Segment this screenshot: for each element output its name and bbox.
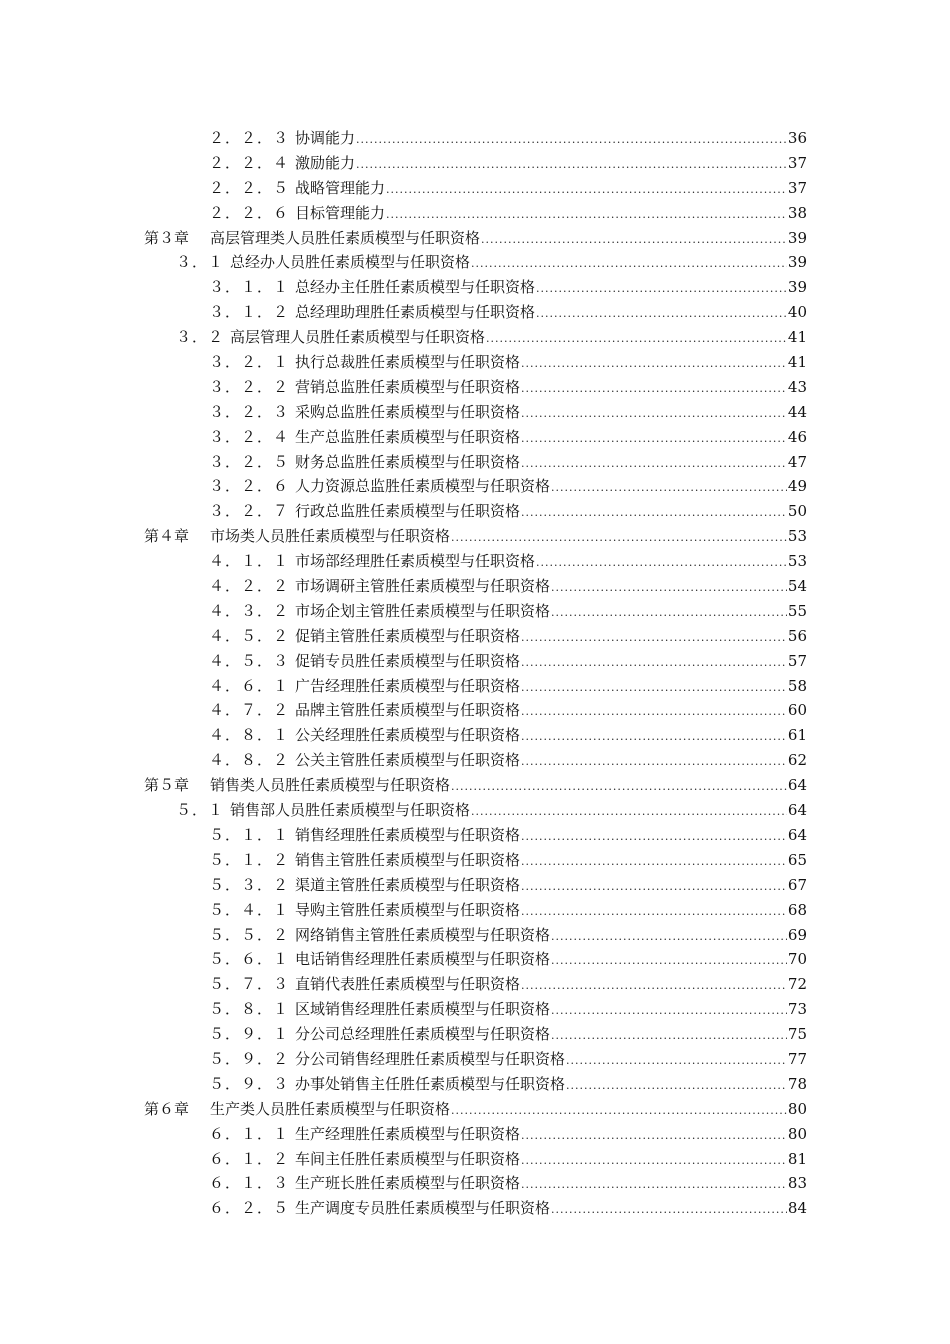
toc-entry-page-number: 58 bbox=[787, 676, 807, 695]
toc-entry-number: ３．２．４ bbox=[209, 427, 290, 446]
toc-leader-dots bbox=[521, 626, 787, 651]
toc-entry[interactable] bbox=[0, 798, 950, 823]
toc-entry[interactable] bbox=[0, 674, 950, 699]
toc-entry-page-number: 39 bbox=[787, 228, 807, 247]
toc-entry[interactable] bbox=[0, 1122, 950, 1147]
toc-entry-page-number: 70 bbox=[787, 950, 807, 969]
toc-entry-page-number: 73 bbox=[787, 1000, 807, 1019]
toc-entry-title: 总经办人员胜任素质模型与任职资格 bbox=[230, 253, 471, 272]
toc-leader-dots bbox=[451, 526, 787, 551]
toc-entry[interactable] bbox=[0, 997, 950, 1022]
toc-entry-title: 执行总裁胜任素质模型与任职资格 bbox=[295, 353, 521, 372]
toc-leader-dots bbox=[386, 203, 787, 228]
toc-entry-number: ５．１ bbox=[176, 801, 225, 820]
toc-entry[interactable] bbox=[0, 947, 950, 972]
toc-entry-number: ３．２．５ bbox=[209, 452, 290, 471]
toc-entry-page-number: 77 bbox=[787, 1049, 807, 1068]
toc-entry-page-number: 41 bbox=[787, 353, 807, 372]
toc-leader-dots bbox=[551, 601, 787, 626]
toc-entry-page-number: 43 bbox=[787, 377, 807, 396]
toc-entry-number: 第６章 bbox=[144, 1099, 190, 1118]
toc-entry[interactable] bbox=[0, 823, 950, 848]
toc-entry-page-number: 53 bbox=[787, 527, 807, 546]
toc-entry-page-number: 62 bbox=[787, 751, 807, 770]
toc-leader-dots bbox=[536, 277, 787, 302]
toc-entry[interactable] bbox=[0, 450, 950, 475]
toc-leader-dots bbox=[551, 925, 787, 950]
toc-entry-page-number: 80 bbox=[787, 1124, 807, 1143]
toc-leader-dots bbox=[521, 875, 787, 900]
toc-leader-dots bbox=[521, 1173, 787, 1198]
toc-entry[interactable] bbox=[0, 1072, 950, 1097]
toc-leader-dots bbox=[521, 700, 787, 725]
toc-entry-number: ３．１．２ bbox=[209, 303, 290, 322]
toc-entry-page-number: 64 bbox=[787, 825, 807, 844]
toc-entry-title: 销售经理胜任素质模型与任职资格 bbox=[295, 825, 521, 844]
toc-entry-number: ４．６．１ bbox=[209, 676, 290, 695]
toc-entry-number: ５．９．２ bbox=[209, 1049, 290, 1068]
toc-entry[interactable] bbox=[0, 1171, 950, 1196]
toc-entry-page-number: 75 bbox=[787, 1025, 807, 1044]
toc-entry-number: ３．１ bbox=[176, 253, 225, 272]
toc-entry[interactable] bbox=[0, 425, 950, 450]
toc-entry-title: 区域销售经理胜任素质模型与任职资格 bbox=[295, 1000, 551, 1019]
toc-entry-page-number: 54 bbox=[787, 577, 807, 596]
toc-entry-title: 总经办主任胜任素质模型与任职资格 bbox=[295, 278, 536, 297]
toc-entry-title: 人力资源总监胜任素质模型与任职资格 bbox=[295, 477, 551, 496]
toc-entry-page-number: 72 bbox=[787, 975, 807, 994]
toc-entry-title: 分公司销售经理胜任素质模型与任职资格 bbox=[295, 1049, 566, 1068]
toc-entry-number: ５．９．１ bbox=[209, 1025, 290, 1044]
toc-entry-number: ３．２．２ bbox=[209, 377, 290, 396]
toc-entry-page-number: 84 bbox=[787, 1199, 807, 1218]
toc-entry-page-number: 69 bbox=[787, 925, 807, 944]
toc-entry-number: ２．２．５ bbox=[209, 178, 290, 197]
toc-entry-number: ３．２．１ bbox=[209, 353, 290, 372]
toc-entry-title: 生产班长胜任素质模型与任职资格 bbox=[295, 1174, 521, 1193]
toc-entry[interactable] bbox=[0, 1022, 950, 1047]
toc-entry-title: 市场部经理胜任素质模型与任职资格 bbox=[295, 552, 536, 571]
toc-entry-title: 公关主管胜任素质模型与任职资格 bbox=[295, 751, 521, 770]
toc-entry-page-number: 36 bbox=[787, 129, 807, 147]
toc-entry-title: 导购主管胜任素质模型与任职资格 bbox=[295, 900, 521, 919]
toc-entry-number: ４．５．２ bbox=[209, 626, 290, 645]
toc-entry[interactable] bbox=[0, 649, 950, 674]
toc-leader-dots bbox=[521, 352, 787, 377]
toc-entry[interactable] bbox=[0, 923, 950, 948]
toc-entry[interactable] bbox=[0, 300, 950, 325]
toc-entry-title: 公关经理胜任素质模型与任职资格 bbox=[295, 726, 521, 745]
toc-leader-dots bbox=[536, 302, 787, 327]
toc-entry[interactable] bbox=[0, 375, 950, 400]
toc-leader-dots bbox=[481, 228, 787, 253]
toc-entry-page-number: 61 bbox=[787, 726, 807, 745]
toc-entry[interactable] bbox=[0, 325, 950, 350]
toc-entry-title: 营销总监胜任素质模型与任职资格 bbox=[295, 377, 521, 396]
toc-leader-dots bbox=[551, 1024, 787, 1049]
toc-leader-dots bbox=[521, 1149, 787, 1174]
toc-entry[interactable] bbox=[0, 176, 950, 201]
toc-entry-title: 销售类人员胜任素质模型与任职资格 bbox=[210, 776, 451, 795]
toc-entry-page-number: 57 bbox=[787, 651, 807, 670]
toc-entry[interactable] bbox=[0, 275, 950, 300]
toc-entry-page-number: 60 bbox=[787, 701, 807, 720]
toc-entry-page-number: 64 bbox=[787, 776, 807, 795]
toc-entry-page-number: 46 bbox=[787, 427, 807, 446]
toc-entry-number: ４．８．１ bbox=[209, 726, 290, 745]
toc-entry-page-number: 49 bbox=[787, 477, 807, 496]
toc-leader-dots bbox=[356, 153, 787, 178]
toc-entry-number: ５．５．２ bbox=[209, 925, 290, 944]
toc-entry-page-number: 64 bbox=[787, 801, 807, 820]
toc-entry[interactable] bbox=[0, 599, 950, 624]
toc-entry-page-number: 40 bbox=[787, 303, 807, 322]
toc-entry[interactable] bbox=[0, 972, 950, 997]
toc-entry-title: 协调能力 bbox=[295, 129, 356, 147]
toc-entry-title: 广告经理胜任素质模型与任职资格 bbox=[295, 676, 521, 695]
toc-entry-title: 电话销售经理胜任素质模型与任职资格 bbox=[295, 950, 551, 969]
toc-entry[interactable] bbox=[0, 848, 950, 873]
toc-entry-title: 销售主管胜任素质模型与任职资格 bbox=[295, 850, 521, 869]
toc-entry-title: 生产类人员胜任素质模型与任职资格 bbox=[210, 1099, 451, 1118]
toc-entry[interactable] bbox=[0, 1196, 950, 1221]
toc-entry-title: 总经理助理胜任素质模型与任职资格 bbox=[295, 303, 536, 322]
toc-entry-number: ４．８．２ bbox=[209, 751, 290, 770]
toc-entry-page-number: 78 bbox=[787, 1074, 807, 1093]
toc-entry-number: ５．４．１ bbox=[209, 900, 290, 919]
toc-entry[interactable] bbox=[0, 873, 950, 898]
toc-entry-title: 高层管理人员胜任素质模型与任职资格 bbox=[230, 328, 486, 347]
toc-entry-number: ４．２．２ bbox=[209, 577, 290, 596]
toc-entry-number: ３．２．７ bbox=[209, 502, 290, 521]
toc-entry-number: ２．２．３ bbox=[209, 129, 290, 147]
toc-entry-number: ５．７．３ bbox=[209, 975, 290, 994]
toc-leader-dots bbox=[521, 676, 787, 701]
toc-entry-title: 市场调研主管胜任素质模型与任职资格 bbox=[295, 577, 551, 596]
toc-entry-page-number: 47 bbox=[787, 452, 807, 471]
toc-entry-page-number: 80 bbox=[787, 1099, 807, 1118]
toc-leader-dots bbox=[521, 427, 787, 452]
toc-leader-dots bbox=[551, 1198, 787, 1223]
toc-entry-page-number: 56 bbox=[787, 626, 807, 645]
toc-entry-number: ６．１．３ bbox=[209, 1174, 290, 1193]
toc-entry-page-number: 53 bbox=[787, 552, 807, 571]
table-of-contents bbox=[0, 126, 950, 1221]
toc-leader-dots bbox=[521, 377, 787, 402]
toc-leader-dots bbox=[521, 651, 787, 676]
toc-leader-dots bbox=[521, 825, 787, 850]
toc-entry-number: ６．１．１ bbox=[209, 1124, 290, 1143]
toc-entry-title: 生产调度专员胜任素质模型与任职资格 bbox=[295, 1199, 551, 1218]
toc-entry-title: 生产总监胜任素质模型与任职资格 bbox=[295, 427, 521, 446]
toc-entry-page-number: 68 bbox=[787, 900, 807, 919]
toc-entry-title: 市场类人员胜任素质模型与任职资格 bbox=[210, 527, 451, 546]
toc-entry-number: ２．２．４ bbox=[209, 153, 290, 172]
toc-entry[interactable] bbox=[0, 400, 950, 425]
toc-entry-number: ６．２．５ bbox=[209, 1199, 290, 1218]
toc-entry-title: 财务总监胜任素质模型与任职资格 bbox=[295, 452, 521, 471]
toc-entry[interactable] bbox=[0, 698, 950, 723]
toc-entry-title: 激励能力 bbox=[295, 153, 356, 172]
toc-entry[interactable] bbox=[0, 723, 950, 748]
toc-entry-page-number: 65 bbox=[787, 850, 807, 869]
toc-entry-page-number: 50 bbox=[787, 502, 807, 521]
toc-entry-title: 品牌主管胜任素质模型与任职资格 bbox=[295, 701, 521, 720]
toc-entry-number: ３．２．３ bbox=[209, 402, 290, 421]
toc-entry-title: 分公司总经理胜任素质模型与任职资格 bbox=[295, 1025, 551, 1044]
toc-entry[interactable] bbox=[0, 1097, 950, 1122]
toc-entry-title: 直销代表胜任素质模型与任职资格 bbox=[295, 975, 521, 994]
toc-entry[interactable] bbox=[0, 1147, 950, 1172]
toc-entry-title: 销售部人员胜任素质模型与任职资格 bbox=[230, 801, 471, 820]
toc-entry-number: ４．１．１ bbox=[209, 552, 290, 571]
toc-entry-number: ５．１．１ bbox=[209, 825, 290, 844]
toc-entry-page-number: 44 bbox=[787, 402, 807, 421]
toc-entry[interactable] bbox=[0, 748, 950, 773]
toc-entry-page-number: 67 bbox=[787, 875, 807, 894]
toc-entry-title: 促销专员胜任素质模型与任职资格 bbox=[295, 651, 521, 670]
toc-entry-title: 车间主任胜任素质模型与任职资格 bbox=[295, 1149, 521, 1168]
toc-entry-page-number: 38 bbox=[787, 203, 807, 222]
toc-leader-dots bbox=[451, 1099, 787, 1124]
toc-entry-number: 第５章 bbox=[144, 776, 190, 795]
toc-entry-number: ２．２．６ bbox=[209, 203, 290, 222]
toc-entry-page-number: 39 bbox=[787, 278, 807, 297]
toc-entry-number: ５．８．１ bbox=[209, 1000, 290, 1019]
toc-entry-number: 第３章 bbox=[144, 228, 190, 247]
toc-entry[interactable] bbox=[0, 1047, 950, 1072]
toc-entry-number: ５．３．２ bbox=[209, 875, 290, 894]
toc-entry[interactable] bbox=[0, 624, 950, 649]
toc-entry-page-number: 39 bbox=[787, 253, 807, 272]
toc-entry[interactable] bbox=[0, 524, 950, 549]
toc-entry-page-number: 83 bbox=[787, 1174, 807, 1193]
toc-leader-dots bbox=[386, 178, 787, 203]
toc-entry-number: ５．１．２ bbox=[209, 850, 290, 869]
toc-entry-number: ６．１．２ bbox=[209, 1149, 290, 1168]
toc-leader-dots bbox=[521, 402, 787, 427]
toc-entry-number: ３．２．６ bbox=[209, 477, 290, 496]
toc-leader-dots bbox=[521, 850, 787, 875]
toc-leader-dots bbox=[471, 252, 787, 277]
toc-leader-dots bbox=[551, 999, 787, 1024]
toc-entry[interactable] bbox=[0, 773, 950, 798]
toc-leader-dots bbox=[521, 452, 787, 477]
toc-entry-number: ４．５．３ bbox=[209, 651, 290, 670]
toc-entry[interactable] bbox=[0, 151, 950, 176]
toc-leader-dots bbox=[566, 1074, 787, 1099]
toc-entry[interactable] bbox=[0, 201, 950, 226]
toc-entry-page-number: 37 bbox=[787, 178, 807, 197]
toc-entry-title: 行政总监胜任素质模型与任职资格 bbox=[295, 502, 521, 521]
toc-entry-number: 第４章 bbox=[144, 527, 190, 546]
toc-entry[interactable] bbox=[0, 250, 950, 275]
toc-entry-page-number: 55 bbox=[787, 601, 807, 620]
toc-entry-title: 办事处销售主任胜任素质模型与任职资格 bbox=[295, 1074, 566, 1093]
toc-entry[interactable] bbox=[0, 898, 950, 923]
toc-entry[interactable] bbox=[0, 226, 950, 251]
toc-entry-number: ４．７．２ bbox=[209, 701, 290, 720]
toc-leader-dots bbox=[486, 327, 787, 352]
toc-leader-dots bbox=[566, 1049, 787, 1074]
toc-entry-number: ５．６．１ bbox=[209, 950, 290, 969]
toc-entry-title: 高层管理类人员胜任素质模型与任职资格 bbox=[210, 228, 481, 247]
toc-entry-number: ３．２ bbox=[176, 328, 225, 347]
toc-entry[interactable] bbox=[0, 126, 950, 151]
toc-entry-page-number: 37 bbox=[787, 153, 807, 172]
toc-leader-dots bbox=[451, 775, 787, 800]
toc-entry-number: ３．１．１ bbox=[209, 278, 290, 297]
toc-entry[interactable] bbox=[0, 574, 950, 599]
toc-leader-dots bbox=[521, 1124, 787, 1149]
toc-leader-dots bbox=[356, 128, 787, 153]
toc-entry-page-number: 81 bbox=[787, 1149, 807, 1168]
toc-leader-dots bbox=[521, 725, 787, 750]
toc-entry[interactable] bbox=[0, 474, 950, 499]
toc-leader-dots bbox=[471, 800, 787, 825]
toc-entry[interactable] bbox=[0, 499, 950, 524]
toc-leader-dots bbox=[551, 476, 787, 501]
toc-entry-title: 生产经理胜任素质模型与任职资格 bbox=[295, 1124, 521, 1143]
toc-entry-title: 采购总监胜任素质模型与任职资格 bbox=[295, 402, 521, 421]
toc-entry-title: 渠道主管胜任素质模型与任职资格 bbox=[295, 875, 521, 894]
toc-entry-title: 市场企划主管胜任素质模型与任职资格 bbox=[295, 601, 551, 620]
toc-entry-title: 战略管理能力 bbox=[295, 178, 386, 197]
toc-entry[interactable] bbox=[0, 549, 950, 574]
toc-entry[interactable] bbox=[0, 350, 950, 375]
toc-entry-title: 促销主管胜任素质模型与任职资格 bbox=[295, 626, 521, 645]
toc-entry-title: 网络销售主管胜任素质模型与任职资格 bbox=[295, 925, 551, 944]
toc-leader-dots bbox=[551, 949, 787, 974]
toc-leader-dots bbox=[521, 974, 787, 999]
toc-entry-number: ４．３．２ bbox=[209, 601, 290, 620]
toc-leader-dots bbox=[521, 750, 787, 775]
toc-entry-page-number: 41 bbox=[787, 328, 807, 347]
toc-leader-dots bbox=[521, 501, 787, 526]
toc-entry-number: ５．９．３ bbox=[209, 1074, 290, 1093]
toc-leader-dots bbox=[536, 551, 787, 576]
toc-leader-dots bbox=[551, 576, 787, 601]
toc-entry-title: 目标管理能力 bbox=[295, 203, 386, 222]
toc-leader-dots bbox=[521, 900, 787, 925]
